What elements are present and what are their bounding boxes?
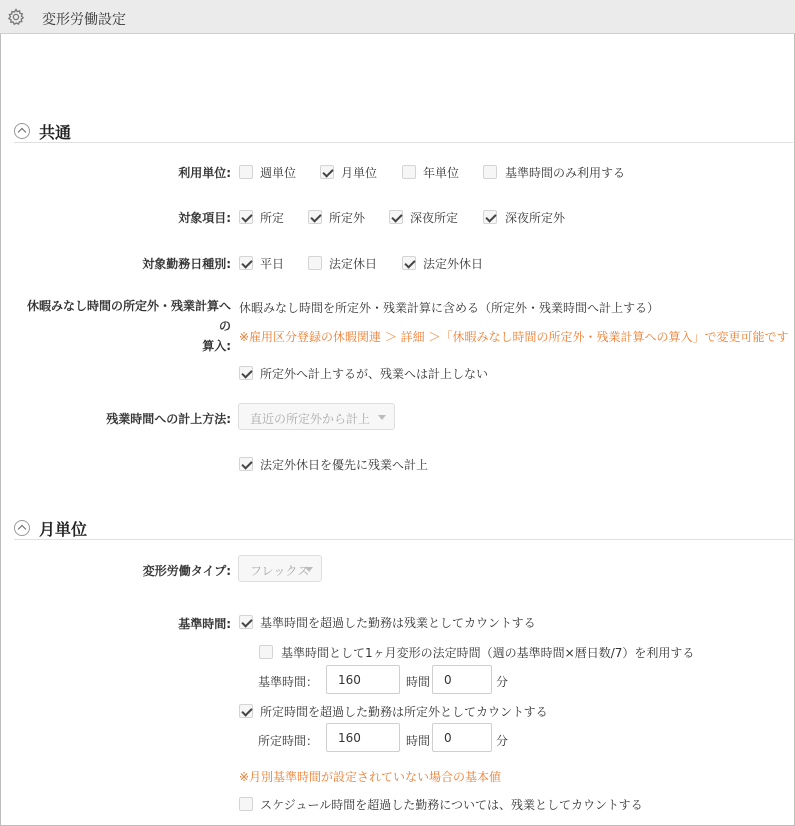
- gear-icon: [7, 8, 25, 26]
- scheduled-exceed-label: 所定時間を超過した勤務は所定外としてカウントする: [260, 705, 548, 719]
- target-night-overtime-checkbox[interactable]: [483, 210, 497, 224]
- title-bar: [0, 0, 795, 34]
- target-night-scheduled-checkbox[interactable]: [389, 210, 403, 224]
- section-common-header[interactable]: [14, 119, 793, 143]
- work-type-value: フレックス: [250, 564, 310, 578]
- target-scheduled-label: 所定: [260, 211, 285, 225]
- holiday-priority-checkbox[interactable]: [239, 457, 253, 471]
- legal-time-checkbox[interactable]: [259, 645, 273, 659]
- section-title: 共通: [39, 123, 72, 142]
- sched-hours-label: 所定時間：: [258, 734, 319, 748]
- day-legal-holiday-label: 法定休日: [329, 257, 378, 271]
- target-items-label: 対象項目:: [178, 211, 231, 225]
- std-hours-unit: 時間: [406, 675, 431, 689]
- usage-monthly-checkbox[interactable]: [320, 165, 334, 179]
- window-title: 変形労働設定: [42, 12, 126, 28]
- day-weekday-checkbox[interactable]: [239, 256, 253, 270]
- day-legal-holiday-checkbox[interactable]: [308, 256, 322, 270]
- leave-calc-option-label: 所定外へ計上するが、残業へは計上しない: [260, 367, 489, 381]
- section-title: 月単位: [39, 520, 88, 539]
- exceed-overtime-checkbox[interactable]: [239, 615, 253, 629]
- target-night-scheduled-label: 深夜所定: [410, 211, 459, 225]
- work-type-label: 変形労働タイプ:: [142, 564, 231, 578]
- target-overtime-checkbox[interactable]: [308, 210, 322, 224]
- leave-calc-label-line2: 算入:: [202, 339, 231, 353]
- schedule-exceed-label: スケジュール時間を超過した勤務については、残業としてカウントする: [260, 798, 643, 812]
- scheduled-exceed-checkbox[interactable]: [239, 704, 253, 718]
- day-types-label: 対象勤務日種別:: [142, 257, 231, 271]
- usage-weekly-label: 週単位: [260, 166, 297, 180]
- work-type-select[interactable]: [238, 555, 322, 582]
- day-nonlegal-holiday-checkbox[interactable]: [402, 256, 416, 270]
- section-monthly-header[interactable]: [14, 516, 793, 540]
- leave-calc-label-line1: 休暇みなし時間の所定外・残業計算への: [26, 299, 231, 333]
- schedule-exceed-checkbox[interactable]: [239, 797, 253, 811]
- day-weekday-label: 平日: [260, 257, 285, 271]
- target-overtime-label: 所定外: [329, 211, 366, 225]
- overtime-method-value: 直近の所定外から計上: [250, 412, 371, 426]
- collapse-icon[interactable]: [14, 520, 30, 536]
- sched-minutes-input[interactable]: 0: [432, 723, 492, 752]
- collapse-icon[interactable]: [14, 123, 30, 139]
- sched-hours-unit: 時間: [406, 734, 431, 748]
- target-night-overtime-label: 深夜所定外: [505, 211, 566, 225]
- sched-minutes-unit: 分: [496, 734, 509, 748]
- chevron-down-icon: [378, 415, 386, 420]
- leave-calc-label: [18, 296, 231, 356]
- std-minutes-input[interactable]: 0: [432, 665, 492, 694]
- overtime-method-label: 残業時間への計上方法:: [106, 412, 231, 426]
- std-hours-label: 基準時間：: [258, 675, 319, 689]
- standard-time-label: 基準時間:: [178, 617, 231, 631]
- usage-yearly-checkbox[interactable]: [402, 165, 416, 179]
- sched-hours-input[interactable]: 160: [326, 723, 400, 752]
- exceed-overtime-label: 基準時間を超過した勤務は残業としてカウントする: [260, 616, 536, 630]
- std-hours-input[interactable]: 160: [326, 665, 400, 694]
- holiday-priority-label: 法定外休日を優先に残業へ計上: [260, 458, 429, 472]
- usage-monthly-label: 月単位: [341, 166, 378, 180]
- usage-weekly-checkbox[interactable]: [239, 165, 253, 179]
- usage-standard-only-checkbox[interactable]: [483, 165, 497, 179]
- usage-standard-only-label: 基準時間のみ利用する: [505, 166, 626, 180]
- target-scheduled-checkbox[interactable]: [239, 210, 253, 224]
- std-minutes-unit: 分: [496, 675, 509, 689]
- leave-calc-option-checkbox[interactable]: [239, 366, 253, 380]
- overtime-method-select[interactable]: [238, 403, 395, 430]
- chevron-down-icon: [305, 567, 313, 572]
- leave-calc-note: ※雇用区分登録の休暇関連 ＞ 詳細 ＞「休暇みなし時間の所定外・残業計算への算入」で変更可能です: [239, 330, 789, 344]
- usage-unit-label: 利用単位:: [178, 166, 231, 180]
- standard-time-note: ※月別基準時間が設定されていない場合の基本値: [239, 770, 502, 784]
- legal-time-label: 基準時間として1ヶ月変形の法定時間（週の基準時間×暦日数/7）を利用する: [281, 646, 695, 660]
- leave-calc-value: 休暇みなし時間を所定外・残業計算に含める（所定外・残業時間へ計上する）: [239, 301, 660, 315]
- day-nonlegal-holiday-label: 法定外休日: [423, 257, 484, 271]
- usage-yearly-label: 年単位: [423, 166, 460, 180]
